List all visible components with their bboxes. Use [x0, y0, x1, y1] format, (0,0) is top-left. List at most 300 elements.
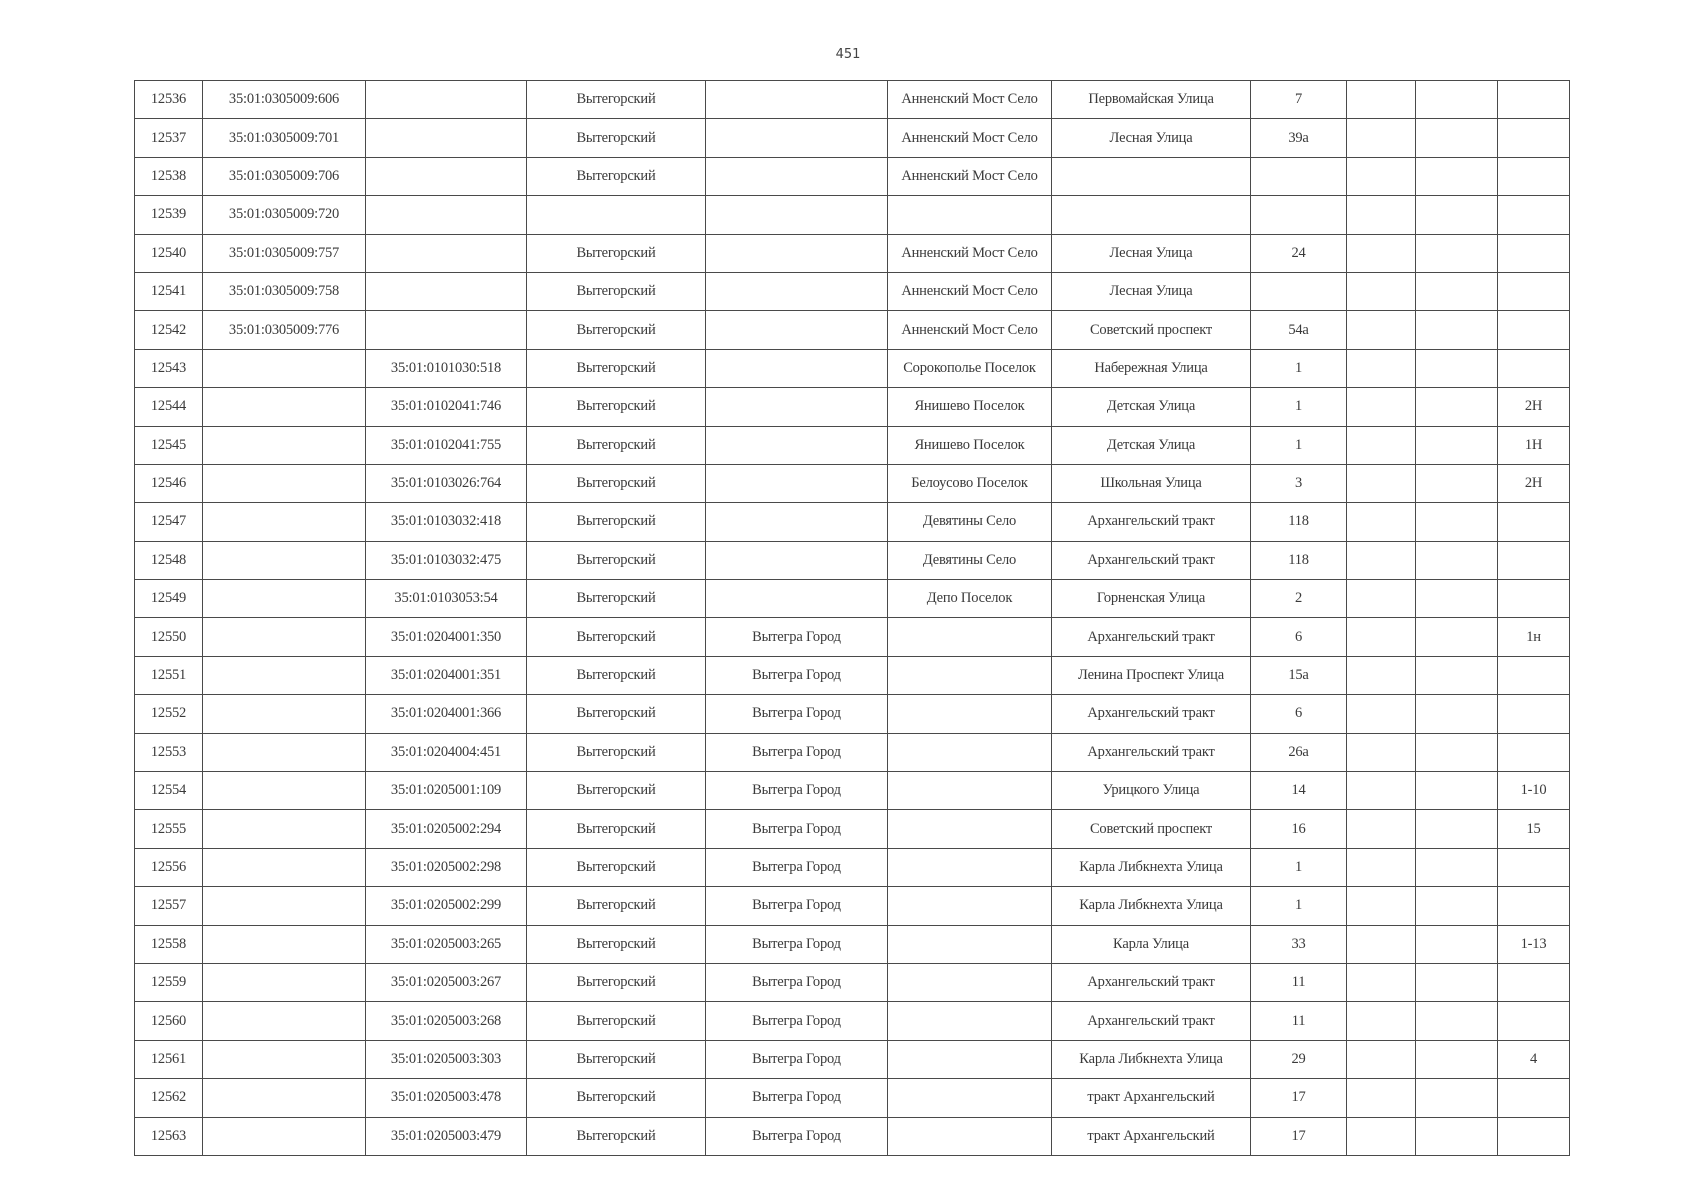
- district-cell: Вытегорский: [527, 464, 706, 502]
- row-number-cell: 12543: [135, 349, 203, 387]
- building-cell: [1347, 1040, 1416, 1078]
- street-cell: Школьная Улица: [1052, 464, 1251, 502]
- row-number-cell: 12551: [135, 656, 203, 694]
- table-row: [135, 810, 1570, 848]
- table-row: [135, 963, 1570, 1001]
- cadastral-number-a-cell: [203, 388, 366, 426]
- city-cell: [706, 388, 888, 426]
- structure-cell: [1416, 1040, 1498, 1078]
- building-cell: [1347, 580, 1416, 618]
- city-cell: Вытегра Город: [706, 1002, 888, 1040]
- cadastral-number-a-cell: 35:01:0305009:776: [203, 311, 366, 349]
- table-row: [135, 196, 1570, 234]
- cadastral-number-b-cell: [366, 311, 527, 349]
- city-cell: [706, 272, 888, 310]
- cadastral-number-a-cell: 35:01:0305009:720: [203, 196, 366, 234]
- house-number-cell: 3: [1251, 464, 1347, 502]
- house-number-cell: 11: [1251, 1002, 1347, 1040]
- district-cell: Вытегорский: [527, 656, 706, 694]
- settlement-cell: [888, 772, 1052, 810]
- cadastral-number-b-cell: 35:01:0205003:478: [366, 1079, 527, 1117]
- settlement-cell: Сорокополье Поселок: [888, 349, 1052, 387]
- apartment-cell: [1498, 580, 1570, 618]
- city-cell: [706, 157, 888, 195]
- house-number-cell: 1: [1251, 388, 1347, 426]
- cadastral-number-b-cell: [366, 272, 527, 310]
- apartment-cell: [1498, 272, 1570, 310]
- building-cell: [1347, 618, 1416, 656]
- row-number-cell: 12536: [135, 81, 203, 119]
- structure-cell: [1416, 464, 1498, 502]
- settlement-cell: Анненский Мост Село: [888, 311, 1052, 349]
- street-cell: Лесная Улица: [1052, 234, 1251, 272]
- row-number-cell: 12556: [135, 848, 203, 886]
- building-cell: [1347, 772, 1416, 810]
- city-cell: [706, 196, 888, 234]
- structure-cell: [1416, 848, 1498, 886]
- structure-cell: [1416, 1117, 1498, 1155]
- city-cell: [706, 311, 888, 349]
- settlement-cell: Анненский Мост Село: [888, 272, 1052, 310]
- row-number-cell: 12561: [135, 1040, 203, 1078]
- settlement-cell: Анненский Мост Село: [888, 81, 1052, 119]
- building-cell: [1347, 349, 1416, 387]
- structure-cell: [1416, 157, 1498, 195]
- apartment-cell: [1498, 1002, 1570, 1040]
- house-number-cell: 33: [1251, 925, 1347, 963]
- street-cell: Советский проспект: [1052, 311, 1251, 349]
- house-number-cell: [1251, 196, 1347, 234]
- district-cell: Вытегорский: [527, 733, 706, 771]
- cadastral-number-a-cell: [203, 925, 366, 963]
- apartment-cell: [1498, 196, 1570, 234]
- cadastral-number-a-cell: [203, 887, 366, 925]
- structure-cell: [1416, 272, 1498, 310]
- house-number-cell: 14: [1251, 772, 1347, 810]
- street-cell: Урицкого Улица: [1052, 772, 1251, 810]
- row-number-cell: 12547: [135, 503, 203, 541]
- settlement-cell: [888, 695, 1052, 733]
- street-cell: тракт Архангельский: [1052, 1117, 1251, 1155]
- building-cell: [1347, 1079, 1416, 1117]
- table-row: [135, 272, 1570, 310]
- table-row: [135, 426, 1570, 464]
- cadastral-number-b-cell: [366, 157, 527, 195]
- house-number-cell: [1251, 157, 1347, 195]
- city-cell: Вытегра Город: [706, 1040, 888, 1078]
- cadastral-number-b-cell: 35:01:0205001:109: [366, 772, 527, 810]
- street-cell: Лесная Улица: [1052, 272, 1251, 310]
- row-number-cell: 12546: [135, 464, 203, 502]
- table-row: [135, 1002, 1570, 1040]
- table-row: [135, 157, 1570, 195]
- building-cell: [1347, 695, 1416, 733]
- city-cell: [706, 349, 888, 387]
- cadastral-number-a-cell: [203, 1002, 366, 1040]
- apartment-cell: [1498, 119, 1570, 157]
- table-row: [135, 733, 1570, 771]
- row-number-cell: 12549: [135, 580, 203, 618]
- city-cell: [706, 234, 888, 272]
- cadastral-number-b-cell: 35:01:0103032:418: [366, 503, 527, 541]
- row-number-cell: 12563: [135, 1117, 203, 1155]
- settlement-cell: [888, 887, 1052, 925]
- cadastral-number-b-cell: 35:01:0205003:268: [366, 1002, 527, 1040]
- settlement-cell: [888, 925, 1052, 963]
- apartment-cell: [1498, 733, 1570, 771]
- cadastral-number-b-cell: 35:01:0205003:479: [366, 1117, 527, 1155]
- cadastral-number-a-cell: [203, 963, 366, 1001]
- district-cell: Вытегорский: [527, 426, 706, 464]
- table-row: [135, 119, 1570, 157]
- district-cell: Вытегорский: [527, 925, 706, 963]
- row-number-cell: 12554: [135, 772, 203, 810]
- house-number-cell: 118: [1251, 503, 1347, 541]
- city-cell: Вытегра Город: [706, 1117, 888, 1155]
- building-cell: [1347, 810, 1416, 848]
- cadastral-number-a-cell: [203, 848, 366, 886]
- structure-cell: [1416, 887, 1498, 925]
- settlement-cell: [888, 1117, 1052, 1155]
- building-cell: [1347, 157, 1416, 195]
- row-number-cell: 12544: [135, 388, 203, 426]
- row-number-cell: 12552: [135, 695, 203, 733]
- district-cell: Вытегорский: [527, 541, 706, 579]
- building-cell: [1347, 887, 1416, 925]
- street-cell: тракт Архангельский: [1052, 1079, 1251, 1117]
- apartment-cell: [1498, 349, 1570, 387]
- street-cell: Архангельский тракт: [1052, 503, 1251, 541]
- house-number-cell: [1251, 272, 1347, 310]
- cadastral-number-b-cell: 35:01:0205003:265: [366, 925, 527, 963]
- structure-cell: [1416, 426, 1498, 464]
- building-cell: [1347, 1117, 1416, 1155]
- city-cell: [706, 580, 888, 618]
- settlement-cell: Девятины Село: [888, 541, 1052, 579]
- structure-cell: [1416, 772, 1498, 810]
- settlement-cell: Депо Поселок: [888, 580, 1052, 618]
- cadastral-number-b-cell: 35:01:0103053:54: [366, 580, 527, 618]
- building-cell: [1347, 503, 1416, 541]
- street-cell: Архангельский тракт: [1052, 695, 1251, 733]
- street-cell: Архангельский тракт: [1052, 963, 1251, 1001]
- structure-cell: [1416, 810, 1498, 848]
- district-cell: [527, 196, 706, 234]
- district-cell: Вытегорский: [527, 810, 706, 848]
- table-row: [135, 541, 1570, 579]
- city-cell: [706, 541, 888, 579]
- table-row: [135, 1079, 1570, 1117]
- district-cell: Вытегорский: [527, 1040, 706, 1078]
- structure-cell: [1416, 618, 1498, 656]
- building-cell: [1347, 541, 1416, 579]
- street-cell: Архангельский тракт: [1052, 541, 1251, 579]
- building-cell: [1347, 426, 1416, 464]
- cadastral-number-a-cell: [203, 772, 366, 810]
- settlement-cell: [888, 656, 1052, 694]
- settlement-cell: Янишево Поселок: [888, 426, 1052, 464]
- house-number-cell: 39а: [1251, 119, 1347, 157]
- settlement-cell: Анненский Мост Село: [888, 157, 1052, 195]
- table-row: [135, 503, 1570, 541]
- row-number-cell: 12553: [135, 733, 203, 771]
- city-cell: Вытегра Город: [706, 618, 888, 656]
- street-cell: Лесная Улица: [1052, 119, 1251, 157]
- cadastral-number-b-cell: 35:01:0102041:746: [366, 388, 527, 426]
- street-cell: Карла Либкнехта Улица: [1052, 887, 1251, 925]
- structure-cell: [1416, 541, 1498, 579]
- settlement-cell: Анненский Мост Село: [888, 234, 1052, 272]
- structure-cell: [1416, 1079, 1498, 1117]
- building-cell: [1347, 81, 1416, 119]
- building-cell: [1347, 119, 1416, 157]
- city-cell: [706, 119, 888, 157]
- house-number-cell: 29: [1251, 1040, 1347, 1078]
- district-cell: Вытегорский: [527, 234, 706, 272]
- street-cell: Архангельский тракт: [1052, 1002, 1251, 1040]
- street-cell: Архангельский тракт: [1052, 618, 1251, 656]
- cadastral-number-a-cell: 35:01:0305009:701: [203, 119, 366, 157]
- row-number-cell: 12541: [135, 272, 203, 310]
- cadastral-number-b-cell: 35:01:0205003:303: [366, 1040, 527, 1078]
- city-cell: Вытегра Город: [706, 963, 888, 1001]
- district-cell: Вытегорский: [527, 695, 706, 733]
- house-number-cell: 15а: [1251, 656, 1347, 694]
- table-row: [135, 925, 1570, 963]
- district-cell: Вытегорский: [527, 848, 706, 886]
- building-cell: [1347, 388, 1416, 426]
- house-number-cell: 2: [1251, 580, 1347, 618]
- cadastral-number-b-cell: 35:01:0204001:351: [366, 656, 527, 694]
- city-cell: [706, 464, 888, 502]
- building-cell: [1347, 311, 1416, 349]
- settlement-cell: Анненский Мост Село: [888, 119, 1052, 157]
- cadastral-number-a-cell: 35:01:0305009:706: [203, 157, 366, 195]
- district-cell: Вытегорский: [527, 349, 706, 387]
- settlement-cell: [888, 810, 1052, 848]
- street-cell: Советский проспект: [1052, 810, 1251, 848]
- city-cell: Вытегра Город: [706, 733, 888, 771]
- table-row: [135, 1040, 1570, 1078]
- cadastral-number-b-cell: 35:01:0205002:298: [366, 848, 527, 886]
- city-cell: Вытегра Город: [706, 810, 888, 848]
- registry-table-body: [135, 81, 1570, 1156]
- street-cell: Ленина Проспект Улица: [1052, 656, 1251, 694]
- house-number-cell: 118: [1251, 541, 1347, 579]
- city-cell: Вытегра Город: [706, 887, 888, 925]
- cadastral-number-b-cell: [366, 234, 527, 272]
- district-cell: Вытегорский: [527, 1079, 706, 1117]
- street-cell: Первомайская Улица: [1052, 81, 1251, 119]
- table-row: [135, 311, 1570, 349]
- cadastral-number-b-cell: 35:01:0205003:267: [366, 963, 527, 1001]
- structure-cell: [1416, 695, 1498, 733]
- apartment-cell: [1498, 656, 1570, 694]
- cadastral-number-a-cell: [203, 810, 366, 848]
- cadastral-number-b-cell: 35:01:0204004:451: [366, 733, 527, 771]
- cadastral-number-a-cell: [203, 618, 366, 656]
- district-cell: Вытегорский: [527, 388, 706, 426]
- building-cell: [1347, 848, 1416, 886]
- apartment-cell: [1498, 887, 1570, 925]
- settlement-cell: [888, 1040, 1052, 1078]
- apartment-cell: [1498, 503, 1570, 541]
- structure-cell: [1416, 656, 1498, 694]
- settlement-cell: [888, 1002, 1052, 1040]
- table-row: [135, 695, 1570, 733]
- district-cell: Вытегорский: [527, 272, 706, 310]
- row-number-cell: 12559: [135, 963, 203, 1001]
- city-cell: [706, 426, 888, 464]
- city-cell: Вытегра Город: [706, 1079, 888, 1117]
- cadastral-number-a-cell: [203, 695, 366, 733]
- settlement-cell: [888, 1079, 1052, 1117]
- cadastral-number-a-cell: 35:01:0305009:606: [203, 81, 366, 119]
- row-number-cell: 12539: [135, 196, 203, 234]
- row-number-cell: 12537: [135, 119, 203, 157]
- house-number-cell: 7: [1251, 81, 1347, 119]
- settlement-cell: [888, 196, 1052, 234]
- row-number-cell: 12548: [135, 541, 203, 579]
- house-number-cell: 17: [1251, 1079, 1347, 1117]
- row-number-cell: 12538: [135, 157, 203, 195]
- apartment-cell: [1498, 1117, 1570, 1155]
- apartment-cell: 1н: [1498, 618, 1570, 656]
- district-cell: Вытегорский: [527, 618, 706, 656]
- district-cell: Вытегорский: [527, 1117, 706, 1155]
- house-number-cell: 1: [1251, 848, 1347, 886]
- street-cell: Горненская Улица: [1052, 580, 1251, 618]
- apartment-cell: [1498, 81, 1570, 119]
- district-cell: Вытегорский: [527, 119, 706, 157]
- structure-cell: [1416, 311, 1498, 349]
- row-number-cell: 12555: [135, 810, 203, 848]
- table-row: [135, 656, 1570, 694]
- cadastral-number-a-cell: [203, 426, 366, 464]
- row-number-cell: 12557: [135, 887, 203, 925]
- cadastral-number-a-cell: [203, 733, 366, 771]
- cadastral-number-a-cell: [203, 349, 366, 387]
- apartment-cell: [1498, 234, 1570, 272]
- cadastral-number-b-cell: 35:01:0103032:475: [366, 541, 527, 579]
- settlement-cell: Белоусово Поселок: [888, 464, 1052, 502]
- apartment-cell: [1498, 848, 1570, 886]
- row-number-cell: 12558: [135, 925, 203, 963]
- city-cell: [706, 81, 888, 119]
- structure-cell: [1416, 196, 1498, 234]
- cadastral-number-b-cell: 35:01:0205002:294: [366, 810, 527, 848]
- street-cell: Детская Улица: [1052, 388, 1251, 426]
- cadastral-number-b-cell: [366, 196, 527, 234]
- settlement-cell: [888, 618, 1052, 656]
- street-cell: Архангельский тракт: [1052, 733, 1251, 771]
- apartment-cell: [1498, 541, 1570, 579]
- cadastral-number-a-cell: [203, 503, 366, 541]
- structure-cell: [1416, 580, 1498, 618]
- district-cell: Вытегорский: [527, 772, 706, 810]
- house-number-cell: 16: [1251, 810, 1347, 848]
- building-cell: [1347, 1002, 1416, 1040]
- cadastral-number-b-cell: [366, 81, 527, 119]
- cadastral-number-a-cell: [203, 541, 366, 579]
- house-number-cell: 1: [1251, 426, 1347, 464]
- table-row: [135, 81, 1570, 119]
- settlement-cell: [888, 848, 1052, 886]
- apartment-cell: [1498, 1079, 1570, 1117]
- settlement-cell: Янишево Поселок: [888, 388, 1052, 426]
- row-number-cell: 12545: [135, 426, 203, 464]
- row-number-cell: 12540: [135, 234, 203, 272]
- apartment-cell: 2Н: [1498, 464, 1570, 502]
- table-row: [135, 848, 1570, 886]
- house-number-cell: 1: [1251, 349, 1347, 387]
- structure-cell: [1416, 733, 1498, 771]
- apartment-cell: 1-10: [1498, 772, 1570, 810]
- city-cell: [706, 503, 888, 541]
- settlement-cell: [888, 733, 1052, 771]
- structure-cell: [1416, 963, 1498, 1001]
- cadastral-number-a-cell: [203, 464, 366, 502]
- building-cell: [1347, 925, 1416, 963]
- apartment-cell: 2Н: [1498, 388, 1570, 426]
- district-cell: Вытегорский: [527, 311, 706, 349]
- street-cell: Карла Либкнехта Улица: [1052, 848, 1251, 886]
- table-row: [135, 234, 1570, 272]
- cadastral-number-b-cell: 35:01:0204001:350: [366, 618, 527, 656]
- apartment-cell: 4: [1498, 1040, 1570, 1078]
- city-cell: Вытегра Город: [706, 695, 888, 733]
- row-number-cell: 12542: [135, 311, 203, 349]
- district-cell: Вытегорский: [527, 157, 706, 195]
- structure-cell: [1416, 81, 1498, 119]
- cadastral-number-b-cell: 35:01:0204001:366: [366, 695, 527, 733]
- district-cell: Вытегорский: [527, 963, 706, 1001]
- apartment-cell: [1498, 695, 1570, 733]
- house-number-cell: 26а: [1251, 733, 1347, 771]
- structure-cell: [1416, 925, 1498, 963]
- building-cell: [1347, 196, 1416, 234]
- cadastral-number-a-cell: [203, 1117, 366, 1155]
- street-cell: Набережная Улица: [1052, 349, 1251, 387]
- district-cell: Вытегорский: [527, 1002, 706, 1040]
- registry-table: [134, 80, 1570, 1156]
- city-cell: Вытегра Город: [706, 925, 888, 963]
- structure-cell: [1416, 349, 1498, 387]
- building-cell: [1347, 272, 1416, 310]
- apartment-cell: 1Н: [1498, 426, 1570, 464]
- building-cell: [1347, 733, 1416, 771]
- district-cell: Вытегорский: [527, 81, 706, 119]
- city-cell: Вытегра Город: [706, 772, 888, 810]
- table-row: [135, 618, 1570, 656]
- cadastral-number-b-cell: [366, 119, 527, 157]
- district-cell: Вытегорский: [527, 887, 706, 925]
- house-number-cell: 17: [1251, 1117, 1347, 1155]
- structure-cell: [1416, 1002, 1498, 1040]
- house-number-cell: 54а: [1251, 311, 1347, 349]
- cadastral-number-b-cell: 35:01:0102041:755: [366, 426, 527, 464]
- page-number: 451: [835, 47, 861, 62]
- structure-cell: [1416, 119, 1498, 157]
- settlement-cell: [888, 963, 1052, 1001]
- table-row: [135, 887, 1570, 925]
- house-number-cell: 1: [1251, 887, 1347, 925]
- cadastral-number-a-cell: 35:01:0305009:757: [203, 234, 366, 272]
- district-cell: Вытегорский: [527, 503, 706, 541]
- table-row: [135, 388, 1570, 426]
- row-number-cell: 12550: [135, 618, 203, 656]
- row-number-cell: 12562: [135, 1079, 203, 1117]
